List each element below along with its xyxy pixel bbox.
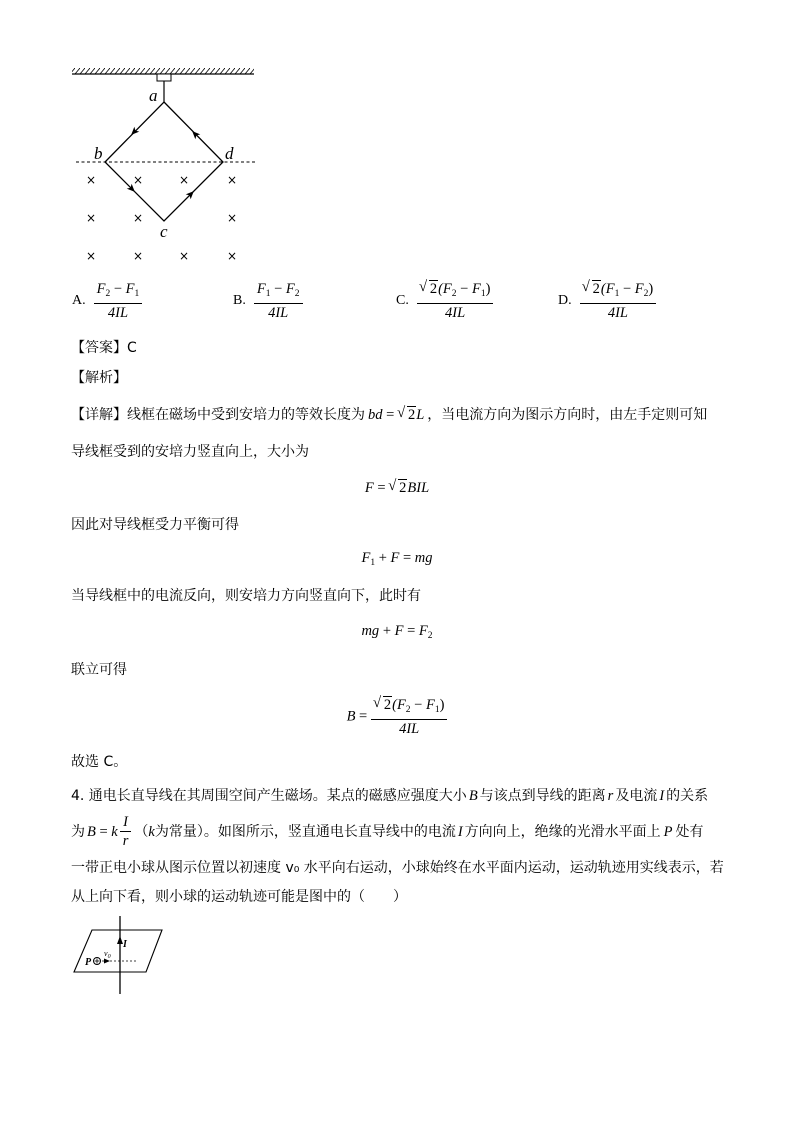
formula-text: bd bbox=[368, 407, 383, 423]
detail-line-4 bbox=[71, 586, 731, 606]
formula-text: ) bbox=[439, 697, 445, 713]
analysis-tag: 【解析】 bbox=[71, 370, 127, 386]
formula-text: F bbox=[96, 281, 106, 297]
question-text: 从上向下看，则小球的运动轨迹可能是图中的（ ） bbox=[71, 889, 407, 905]
question-text: 一带正电小球从图示位置以初速度 v₀ 水平向右运动，小球始终在水平面内运动，运动轨迹用实线表示，若 bbox=[71, 860, 724, 876]
formula-sqrt: 2 bbox=[383, 697, 392, 713]
option-b[interactable] bbox=[233, 281, 303, 321]
detail-text: 导线框受到的安培力竖直向上，大小为 bbox=[71, 444, 309, 460]
formula-sub: 2 bbox=[294, 289, 300, 299]
question-text: 处有 bbox=[675, 823, 704, 840]
answer-value: C bbox=[127, 340, 137, 356]
formula-sub: 2 bbox=[451, 289, 457, 299]
equation-3 bbox=[0, 623, 794, 641]
field-cross: × bbox=[132, 211, 144, 225]
vertex-label-a: a bbox=[149, 86, 158, 105]
formula-text: F bbox=[361, 550, 371, 566]
formula-sub: 1 bbox=[480, 289, 486, 299]
field-cross: × bbox=[85, 249, 97, 263]
option-d-label: D. bbox=[558, 293, 572, 308]
formula-text: F bbox=[125, 281, 135, 297]
formula-denominator: r bbox=[122, 833, 129, 849]
formula-denominator: 4IL bbox=[607, 305, 628, 321]
formula-text: I bbox=[457, 823, 463, 840]
formula-sqrt: 2 bbox=[592, 281, 600, 297]
formula-op: − bbox=[619, 281, 635, 297]
formula-text: I bbox=[659, 788, 665, 804]
analysis-heading bbox=[71, 368, 731, 388]
equation-1 bbox=[0, 480, 794, 497]
formula-text: r bbox=[607, 788, 614, 804]
formula-sub: 1 bbox=[434, 705, 440, 715]
formula-sub: 2 bbox=[105, 289, 111, 299]
formula-sub: 1 bbox=[265, 289, 271, 299]
formula-text: F bbox=[364, 480, 374, 496]
formula-numerator: I bbox=[120, 814, 131, 832]
formula-op: = bbox=[403, 623, 419, 639]
field-cross: × bbox=[85, 173, 97, 187]
formula-sub: 2 bbox=[427, 631, 433, 641]
formula-text: BIL bbox=[407, 480, 430, 496]
equation-2 bbox=[0, 550, 794, 568]
formula-text: F bbox=[285, 281, 295, 297]
formula-op: − bbox=[456, 281, 472, 297]
detail-line-5 bbox=[71, 660, 731, 680]
formula-op: + bbox=[375, 550, 391, 566]
formula-text: (F bbox=[392, 697, 406, 713]
option-b-label: B. bbox=[233, 293, 246, 308]
field-cross: × bbox=[226, 211, 238, 225]
formula-text: F bbox=[390, 550, 400, 566]
formula-op: = bbox=[373, 480, 390, 496]
hanging-clip bbox=[157, 74, 171, 81]
detail-text: 联立可得 bbox=[71, 662, 127, 678]
field-cross: × bbox=[178, 173, 190, 187]
loop-in-field-figure bbox=[60, 62, 270, 272]
formula-op: − bbox=[270, 281, 286, 297]
field-cross: × bbox=[132, 249, 144, 263]
equation-4 bbox=[0, 697, 794, 737]
formula-text: F bbox=[256, 281, 266, 297]
option-a-label: A. bbox=[72, 293, 86, 308]
formula-text: k bbox=[148, 823, 155, 840]
detail-text: 线框在磁场中受到安培力的等效长度为 bbox=[127, 407, 365, 423]
formula-op: = bbox=[382, 407, 398, 423]
point-label-p: P bbox=[85, 957, 92, 968]
current-label-i: I bbox=[123, 939, 127, 950]
vertex-label-d: d bbox=[225, 144, 234, 163]
answer-line bbox=[71, 338, 731, 358]
formula-text: mg bbox=[414, 550, 433, 566]
detail-text: 因此对导线框受力平衡可得 bbox=[71, 517, 239, 533]
wire-plane-figure bbox=[66, 912, 176, 998]
detail-line-3 bbox=[71, 515, 731, 535]
formula-text: B bbox=[346, 708, 356, 725]
formula-text: P bbox=[663, 823, 673, 840]
option-c-formula bbox=[417, 281, 494, 321]
formula-op: = bbox=[355, 708, 371, 725]
question4-line-2 bbox=[71, 814, 731, 849]
velocity-label: $v_0$ bbox=[104, 949, 111, 960]
field-cross: × bbox=[226, 173, 238, 187]
formula-text: ) bbox=[648, 281, 654, 297]
vertex-label-c: c bbox=[160, 222, 168, 241]
formula-text: F bbox=[634, 281, 644, 297]
formula-denominator: 4IL bbox=[445, 305, 466, 321]
option-c[interactable] bbox=[396, 281, 493, 321]
vertex-label-b: b bbox=[94, 144, 103, 163]
question-text: 的关系 bbox=[666, 788, 709, 804]
question-text: 与该点到导线的距离 bbox=[479, 788, 606, 804]
formula-op: = bbox=[399, 550, 415, 566]
formula-sub: 1 bbox=[370, 558, 376, 568]
conclusion-line bbox=[71, 752, 731, 772]
formula-text: (F bbox=[600, 281, 615, 297]
detail-tag: 【详解】 bbox=[71, 407, 127, 423]
formula-sub: 1 bbox=[614, 289, 620, 299]
formula-text: ) bbox=[485, 281, 491, 297]
field-cross: × bbox=[178, 249, 190, 263]
option-a[interactable] bbox=[72, 281, 142, 321]
question-text: 为常量）。如图所示，竖直通电长直导线中的电流 bbox=[154, 823, 456, 840]
question4-fraction bbox=[120, 814, 132, 849]
formula-op: = bbox=[95, 823, 112, 840]
formula-text: F bbox=[418, 623, 428, 639]
question4-line-3 bbox=[71, 858, 731, 878]
formula-op: + bbox=[379, 623, 395, 639]
question-text: 方向向上，绝缘的光滑水平面上 bbox=[464, 823, 661, 840]
option-d[interactable] bbox=[558, 281, 656, 321]
ceiling-hatching bbox=[72, 68, 254, 74]
detail-line-2 bbox=[71, 442, 731, 462]
formula-text: F bbox=[471, 281, 481, 297]
question4-line-4 bbox=[71, 887, 731, 907]
formula-sqrt: 2 bbox=[429, 281, 438, 297]
detail-text: 当导线框中的电流反向，则安培力方向竖直向下，此时有 bbox=[71, 588, 421, 604]
formula-sub: 2 bbox=[643, 289, 649, 299]
option-c-label: C. bbox=[396, 293, 409, 308]
formula-op: − bbox=[410, 697, 426, 713]
formula-text: k bbox=[111, 823, 118, 840]
formula-denominator: 4IL bbox=[107, 305, 129, 321]
formula-sqrt: 2 bbox=[407, 407, 416, 423]
option-b-formula bbox=[254, 281, 303, 321]
formula-sqrt: 2 bbox=[399, 480, 407, 496]
detail-text: ，当电流方向为图示方向时，由左手定则可知 bbox=[427, 407, 708, 423]
formula-text: (F bbox=[438, 281, 452, 297]
formula-op: − bbox=[110, 281, 126, 297]
question-text: 为 bbox=[71, 823, 85, 840]
field-cross: × bbox=[85, 211, 97, 225]
field-cross: × bbox=[226, 249, 238, 263]
option-a-formula bbox=[94, 281, 143, 321]
formula-sub: 1 bbox=[134, 289, 140, 299]
answer-tag: 【答案】 bbox=[71, 340, 127, 356]
formula-text: F bbox=[425, 697, 435, 713]
formula-denominator: 4IL bbox=[399, 721, 420, 737]
detail-line-1 bbox=[71, 405, 731, 425]
field-cross: × bbox=[132, 173, 144, 187]
formula-text: B bbox=[87, 823, 96, 840]
formula-text: L bbox=[416, 407, 425, 423]
equation-4-fraction bbox=[371, 697, 448, 737]
question-text: （ bbox=[134, 823, 149, 840]
formula-denominator: 4IL bbox=[268, 305, 289, 321]
formula-text: mg bbox=[361, 623, 380, 639]
question-text: 及电流 bbox=[615, 788, 658, 804]
conclusion-text: 故选 C。 bbox=[71, 754, 128, 770]
option-d-formula bbox=[580, 281, 657, 321]
formula-text: F bbox=[394, 623, 404, 639]
question-text: 4. 通电长直导线在其周围空间产生磁场。某点的磁感应强度大小 bbox=[71, 788, 467, 804]
formula-text: B bbox=[468, 788, 478, 804]
question4-line-1 bbox=[71, 786, 731, 806]
formula-sub: 2 bbox=[405, 705, 411, 715]
